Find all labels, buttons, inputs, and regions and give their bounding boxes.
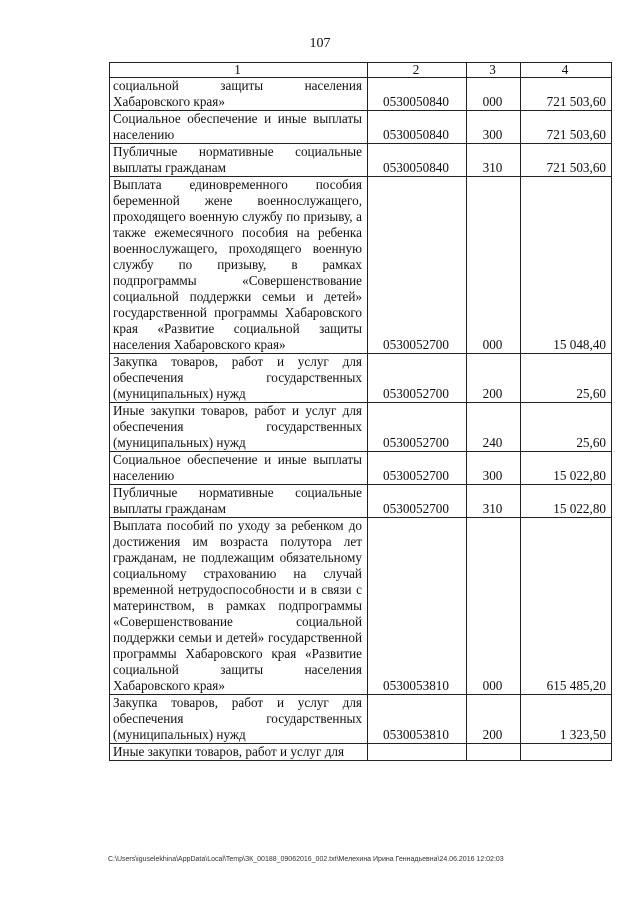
row-amount: 1 323,50 — [521, 695, 612, 744]
row-amount: 721 503,60 — [521, 78, 612, 111]
row-target-code: 0530052700 — [368, 485, 467, 518]
table-row — [110, 177, 612, 354]
row-description: Закупка товаров, работ и услуг для обеспечения государственных (муниципальных) нужд — [110, 695, 368, 744]
table-row — [110, 485, 612, 518]
row-expense-type: 310 — [467, 144, 521, 177]
row-description: социальной защиты населения Хабаровского края» — [110, 78, 368, 111]
row-amount: 25,60 — [521, 403, 612, 452]
row-amount: 25,60 — [521, 354, 612, 403]
row-expense-type — [467, 744, 521, 761]
row-target-code: 0530053810 — [368, 695, 467, 744]
row-amount: 615 485,20 — [521, 518, 612, 695]
table-row — [110, 111, 612, 144]
row-description: Выплата единовременного пособия беременной жене военнослужащего, проходящего военную службу по призыву, а также ежемесячного пособия на ребенка военнослужащего, проходящего военную службу по призыву, в рамках подпрограммы «Совершенствование социальной поддержки семьи и детей» государственной программы Хабаровского края «Развитие социальной защиты населения Хабаровского края» — [110, 177, 368, 354]
row-amount — [521, 744, 612, 761]
row-amount: 15 022,80 — [521, 485, 612, 518]
row-expense-type: 000 — [467, 177, 521, 354]
row-expense-type: 000 — [467, 78, 521, 111]
footer-file-path: C:\Users\iguselekhina\AppData\Local\Temp\ЗК_00188_09062016_002.txt\Мелехина Ирина Геннадьевна\24.06.2016 12:02:03 — [108, 856, 504, 863]
header-col-4: 4 — [521, 63, 612, 78]
row-expense-type: 200 — [467, 695, 521, 744]
table-row — [110, 403, 612, 452]
row-amount: 15 048,40 — [521, 177, 612, 354]
row-expense-type: 300 — [467, 111, 521, 144]
table-row — [110, 695, 612, 744]
row-amount: 721 503,60 — [521, 144, 612, 177]
table-row — [110, 518, 612, 695]
row-description: Социальное обеспечение и иные выплаты населению — [110, 452, 368, 485]
row-target-code: 0530052700 — [368, 452, 467, 485]
row-amount: 15 022,80 — [521, 452, 612, 485]
row-target-code: 0530052700 — [368, 403, 467, 452]
budget-table — [109, 62, 612, 761]
table-row — [110, 744, 612, 761]
row-description: Публичные нормативные социальные выплаты гражданам — [110, 485, 368, 518]
row-description: Социальное обеспечение и иные выплаты населению — [110, 111, 368, 144]
row-description: Закупка товаров, работ и услуг для обеспечения государственных (муниципальных) нужд — [110, 354, 368, 403]
table-row — [110, 452, 612, 485]
row-description: Иные закупки товаров, работ и услуг для обеспечения государственных (муниципальных) нужд — [110, 403, 368, 452]
row-target-code: 0530052700 — [368, 177, 467, 354]
row-expense-type: 300 — [467, 452, 521, 485]
page-number: 107 — [309, 36, 331, 51]
row-description: Иные закупки товаров, работ и услуг для — [110, 744, 368, 761]
row-amount: 721 503,60 — [521, 111, 612, 144]
table-header-row — [110, 63, 612, 78]
row-description: Выплата пособий по уходу за ребенком до достижения им возраста полутора лет гражданам, не подлежащим обязательному социальному страхованию на случай временной нетрудоспособности и в связи с материнством, в рамках подпрограммы «Совершенствование социальной поддержки семьи и детей» государственной программы Хабаровского края «Развитие социальной защиты населения Хабаровского края» — [110, 518, 368, 695]
table-row — [110, 354, 612, 403]
table-row — [110, 144, 612, 177]
row-target-code: 0530050840 — [368, 144, 467, 177]
row-target-code: 0530052700 — [368, 354, 467, 403]
row-expense-type: 000 — [467, 518, 521, 695]
header-col-1: 1 — [110, 63, 368, 78]
row-expense-type: 200 — [467, 354, 521, 403]
row-target-code — [368, 744, 467, 761]
row-expense-type: 310 — [467, 485, 521, 518]
row-target-code: 0530053810 — [368, 518, 467, 695]
row-expense-type: 240 — [467, 403, 521, 452]
row-target-code: 0530050840 — [368, 111, 467, 144]
table-row — [110, 78, 612, 111]
row-description: Публичные нормативные социальные выплаты гражданам — [110, 144, 368, 177]
row-target-code: 0530050840 — [368, 78, 467, 111]
header-col-3: 3 — [467, 63, 521, 78]
header-col-2: 2 — [368, 63, 467, 78]
